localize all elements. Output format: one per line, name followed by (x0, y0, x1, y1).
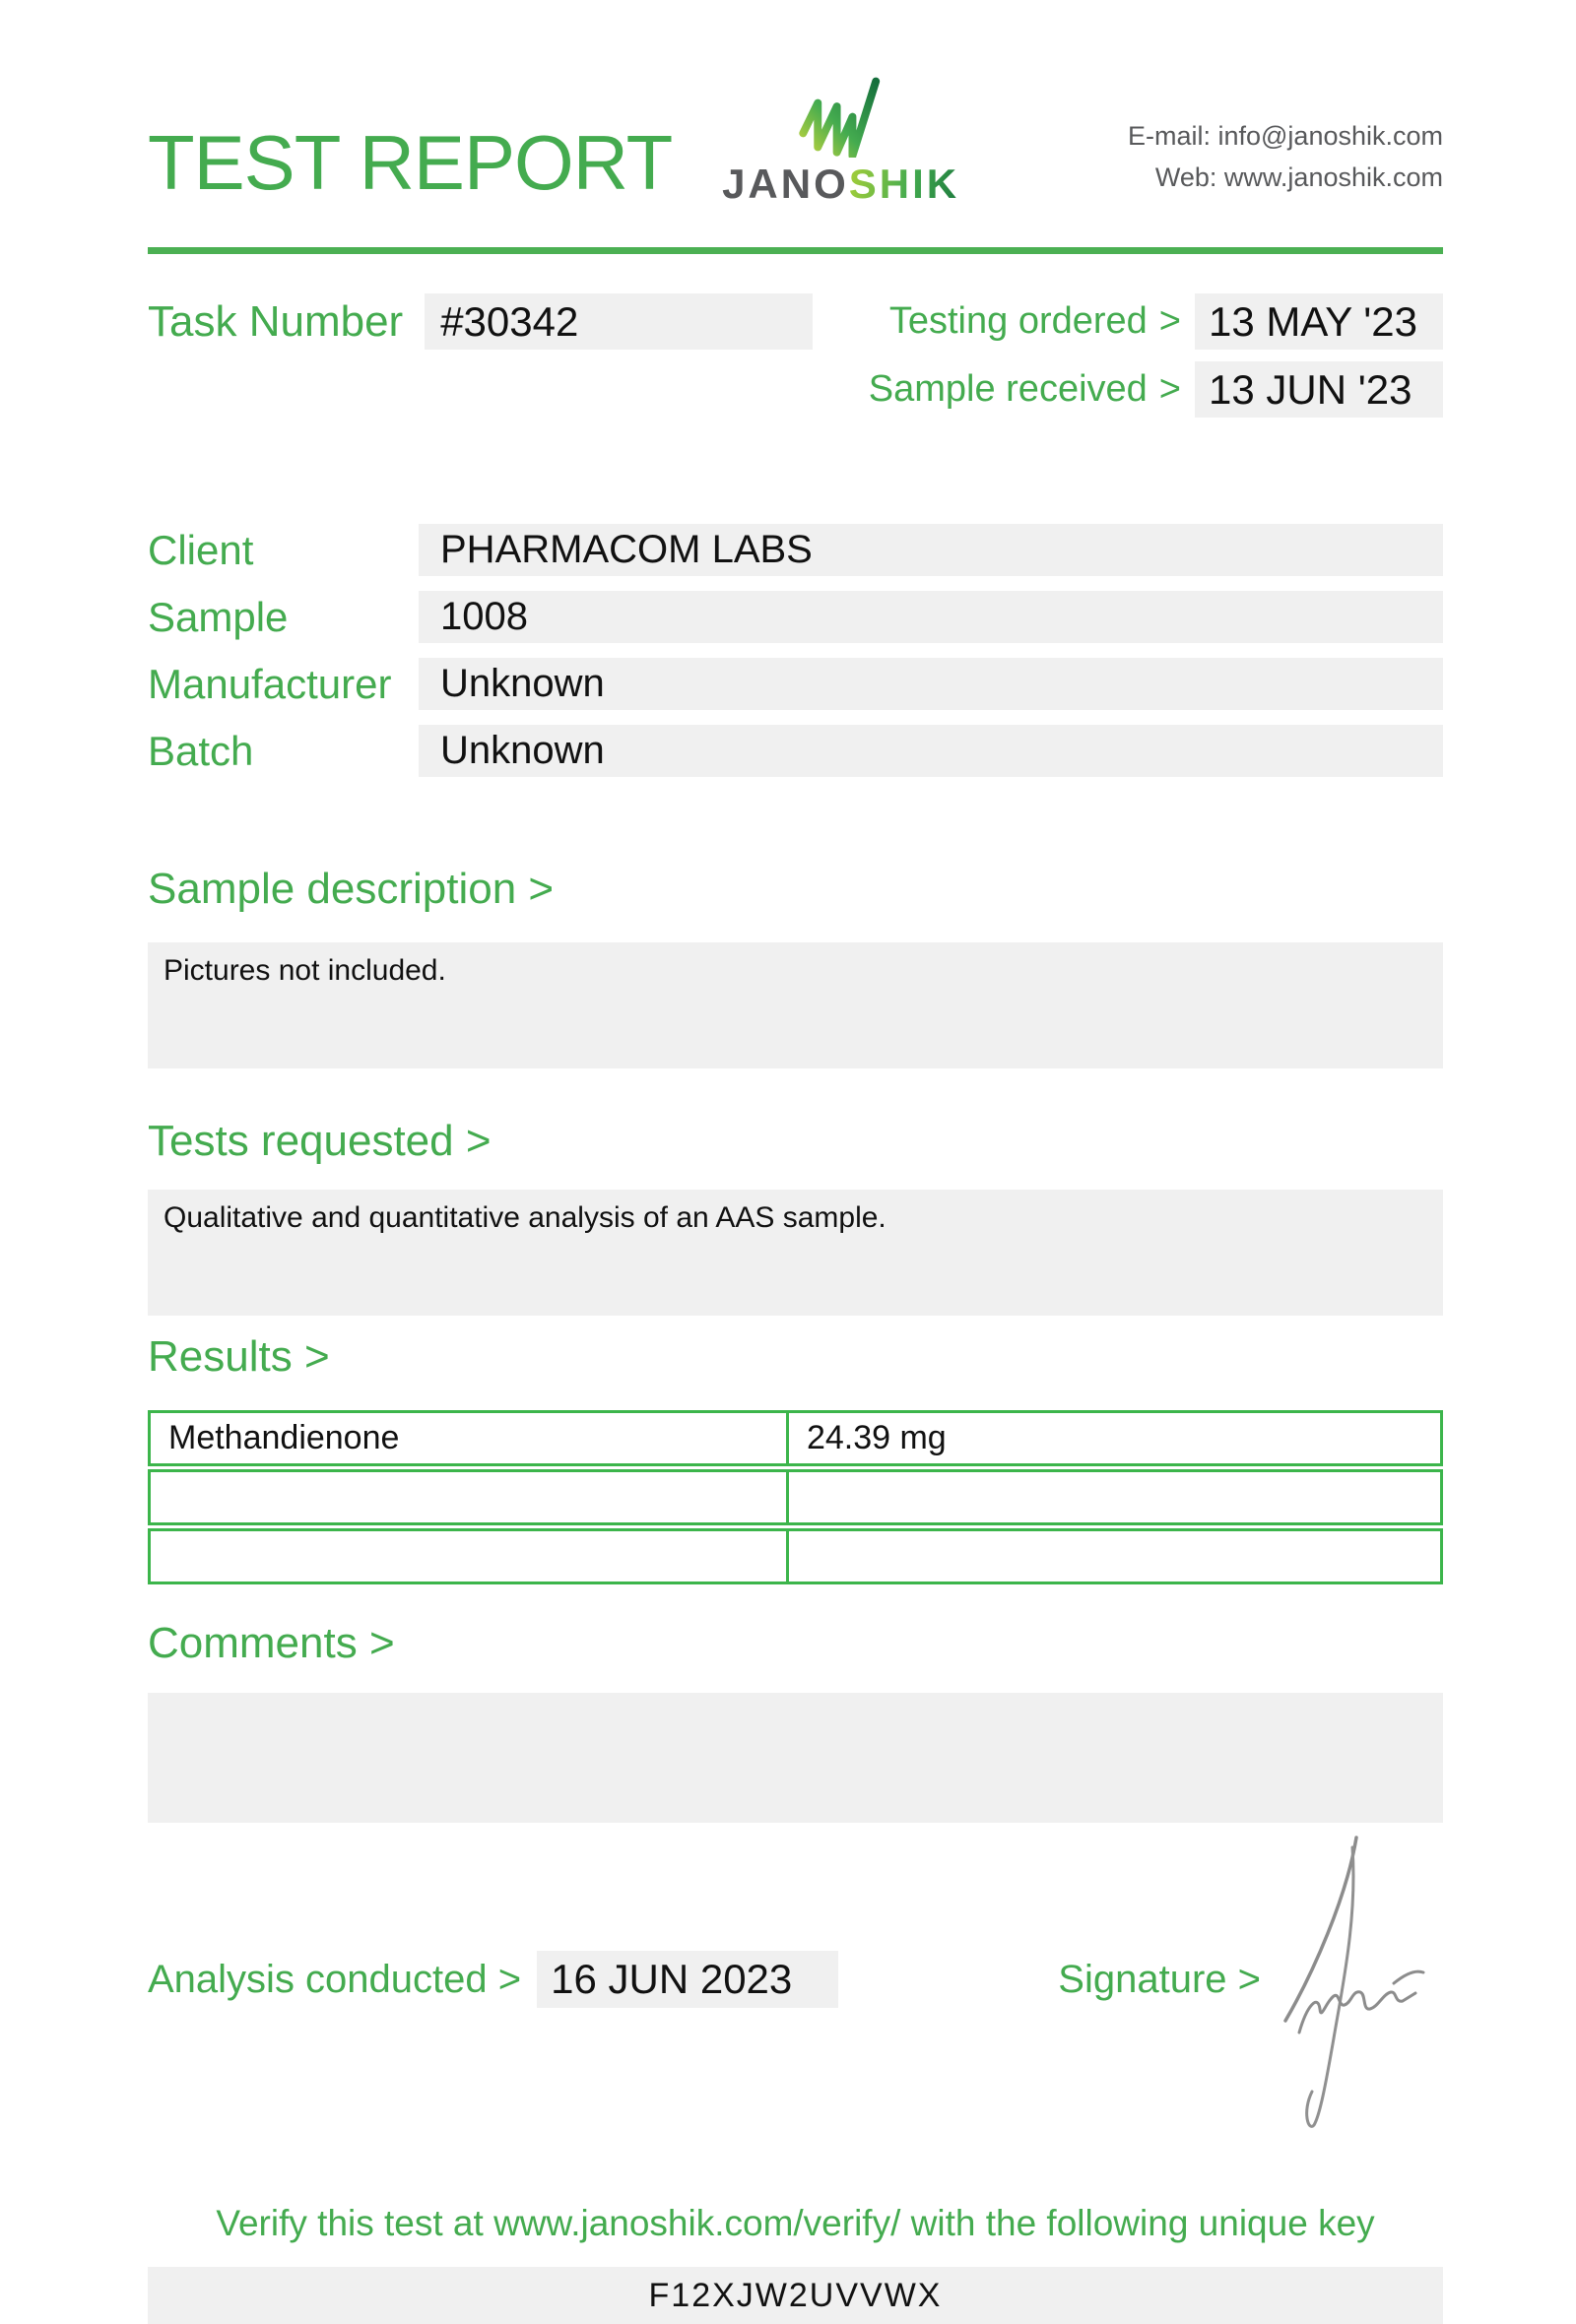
verify-instruction: Verify this test at www.janoshik.com/verify/ with the following unique key (216, 2203, 1375, 2243)
result-substance-cell (151, 1472, 789, 1522)
batch-value: Unknown (419, 725, 1443, 777)
info-row-manufacturer (148, 658, 1443, 710)
chevron-right-icon: > (1158, 368, 1181, 410)
info-row-client (148, 524, 1443, 576)
task-number-row (148, 293, 813, 350)
task-number-label: Task Number (148, 296, 404, 346)
email-value: info@janoshik.com (1217, 121, 1443, 152)
result-substance-cell: Methandienone (151, 1413, 789, 1463)
logo-wordmark (722, 163, 959, 205)
info-row-sample (148, 591, 1443, 643)
result-amount-cell: 24.39 mg (806, 1419, 947, 1456)
tests-requested-heading: Tests requested > (148, 1117, 492, 1165)
unique-key-box: F12XJW2UVVWX (148, 2267, 1443, 2324)
dates-column (869, 293, 1443, 418)
sample-value: 1008 (419, 591, 1443, 643)
logo-text-jano: JANO (722, 161, 849, 207)
comments-heading: Comments > (148, 1619, 395, 1667)
result-substance-cell (151, 1531, 789, 1582)
results-table (148, 1410, 1443, 1584)
signature-label: Signature > (1058, 1957, 1261, 2001)
sample-label: Sample (148, 593, 289, 640)
testing-ordered-row (869, 293, 1443, 350)
report-header (148, 71, 1443, 205)
testing-ordered-value: 13 MAY '23 (1195, 293, 1443, 350)
web-label: Web: (1154, 162, 1217, 193)
task-section (148, 293, 1443, 418)
page-title: TEST REPORT (148, 119, 673, 206)
task-number-value: #30342 (425, 293, 813, 350)
batch-label: Batch (148, 727, 254, 774)
contact-email-line (1128, 116, 1443, 158)
table-row (148, 1410, 1443, 1466)
analysis-conducted-value: 16 JUN 2023 (537, 1951, 838, 2008)
analysis-signature-row (148, 1951, 1443, 2008)
email-label: E-mail: (1127, 121, 1211, 152)
manufacturer-label: Manufacturer (148, 660, 392, 707)
contact-web-line (1128, 158, 1443, 199)
web-value: www.janoshik.com (1223, 162, 1443, 193)
chevron-right-icon: > (1158, 300, 1181, 342)
sample-info-section (148, 524, 1443, 777)
janoshik-logo (722, 71, 959, 205)
contact-block (1128, 116, 1443, 199)
sample-description-box: Pictures not included. (148, 942, 1443, 1068)
table-row (148, 1469, 1443, 1525)
comments-box (148, 1693, 1443, 1823)
logo-text-shik: SHIK (848, 161, 960, 207)
sample-received-row (869, 361, 1443, 418)
testing-ordered-label: Testing ordered (888, 300, 1148, 342)
manufacturer-value: Unknown (419, 658, 1443, 710)
chart-growth-icon (794, 71, 888, 158)
sample-description-heading: Sample description > (148, 865, 555, 913)
sample-received-label: Sample received (868, 368, 1148, 410)
result-amount-cell (789, 1472, 1440, 1522)
info-row-batch (148, 725, 1443, 777)
tests-requested-box: Qualitative and quantitative analysis of an AAS sample. (148, 1190, 1443, 1316)
sample-received-value: 13 JUN '23 (1195, 361, 1443, 418)
client-label: Client (148, 526, 254, 573)
result-amount-cell (789, 1531, 1440, 1582)
header-divider (148, 247, 1443, 254)
analysis-conducted-label: Analysis conducted > (148, 1957, 522, 2001)
signature-scribble (1258, 1824, 1450, 2154)
client-value: PHARMACOM LABS (419, 524, 1443, 576)
table-row (148, 1528, 1443, 1584)
results-heading: Results > (148, 1332, 330, 1381)
